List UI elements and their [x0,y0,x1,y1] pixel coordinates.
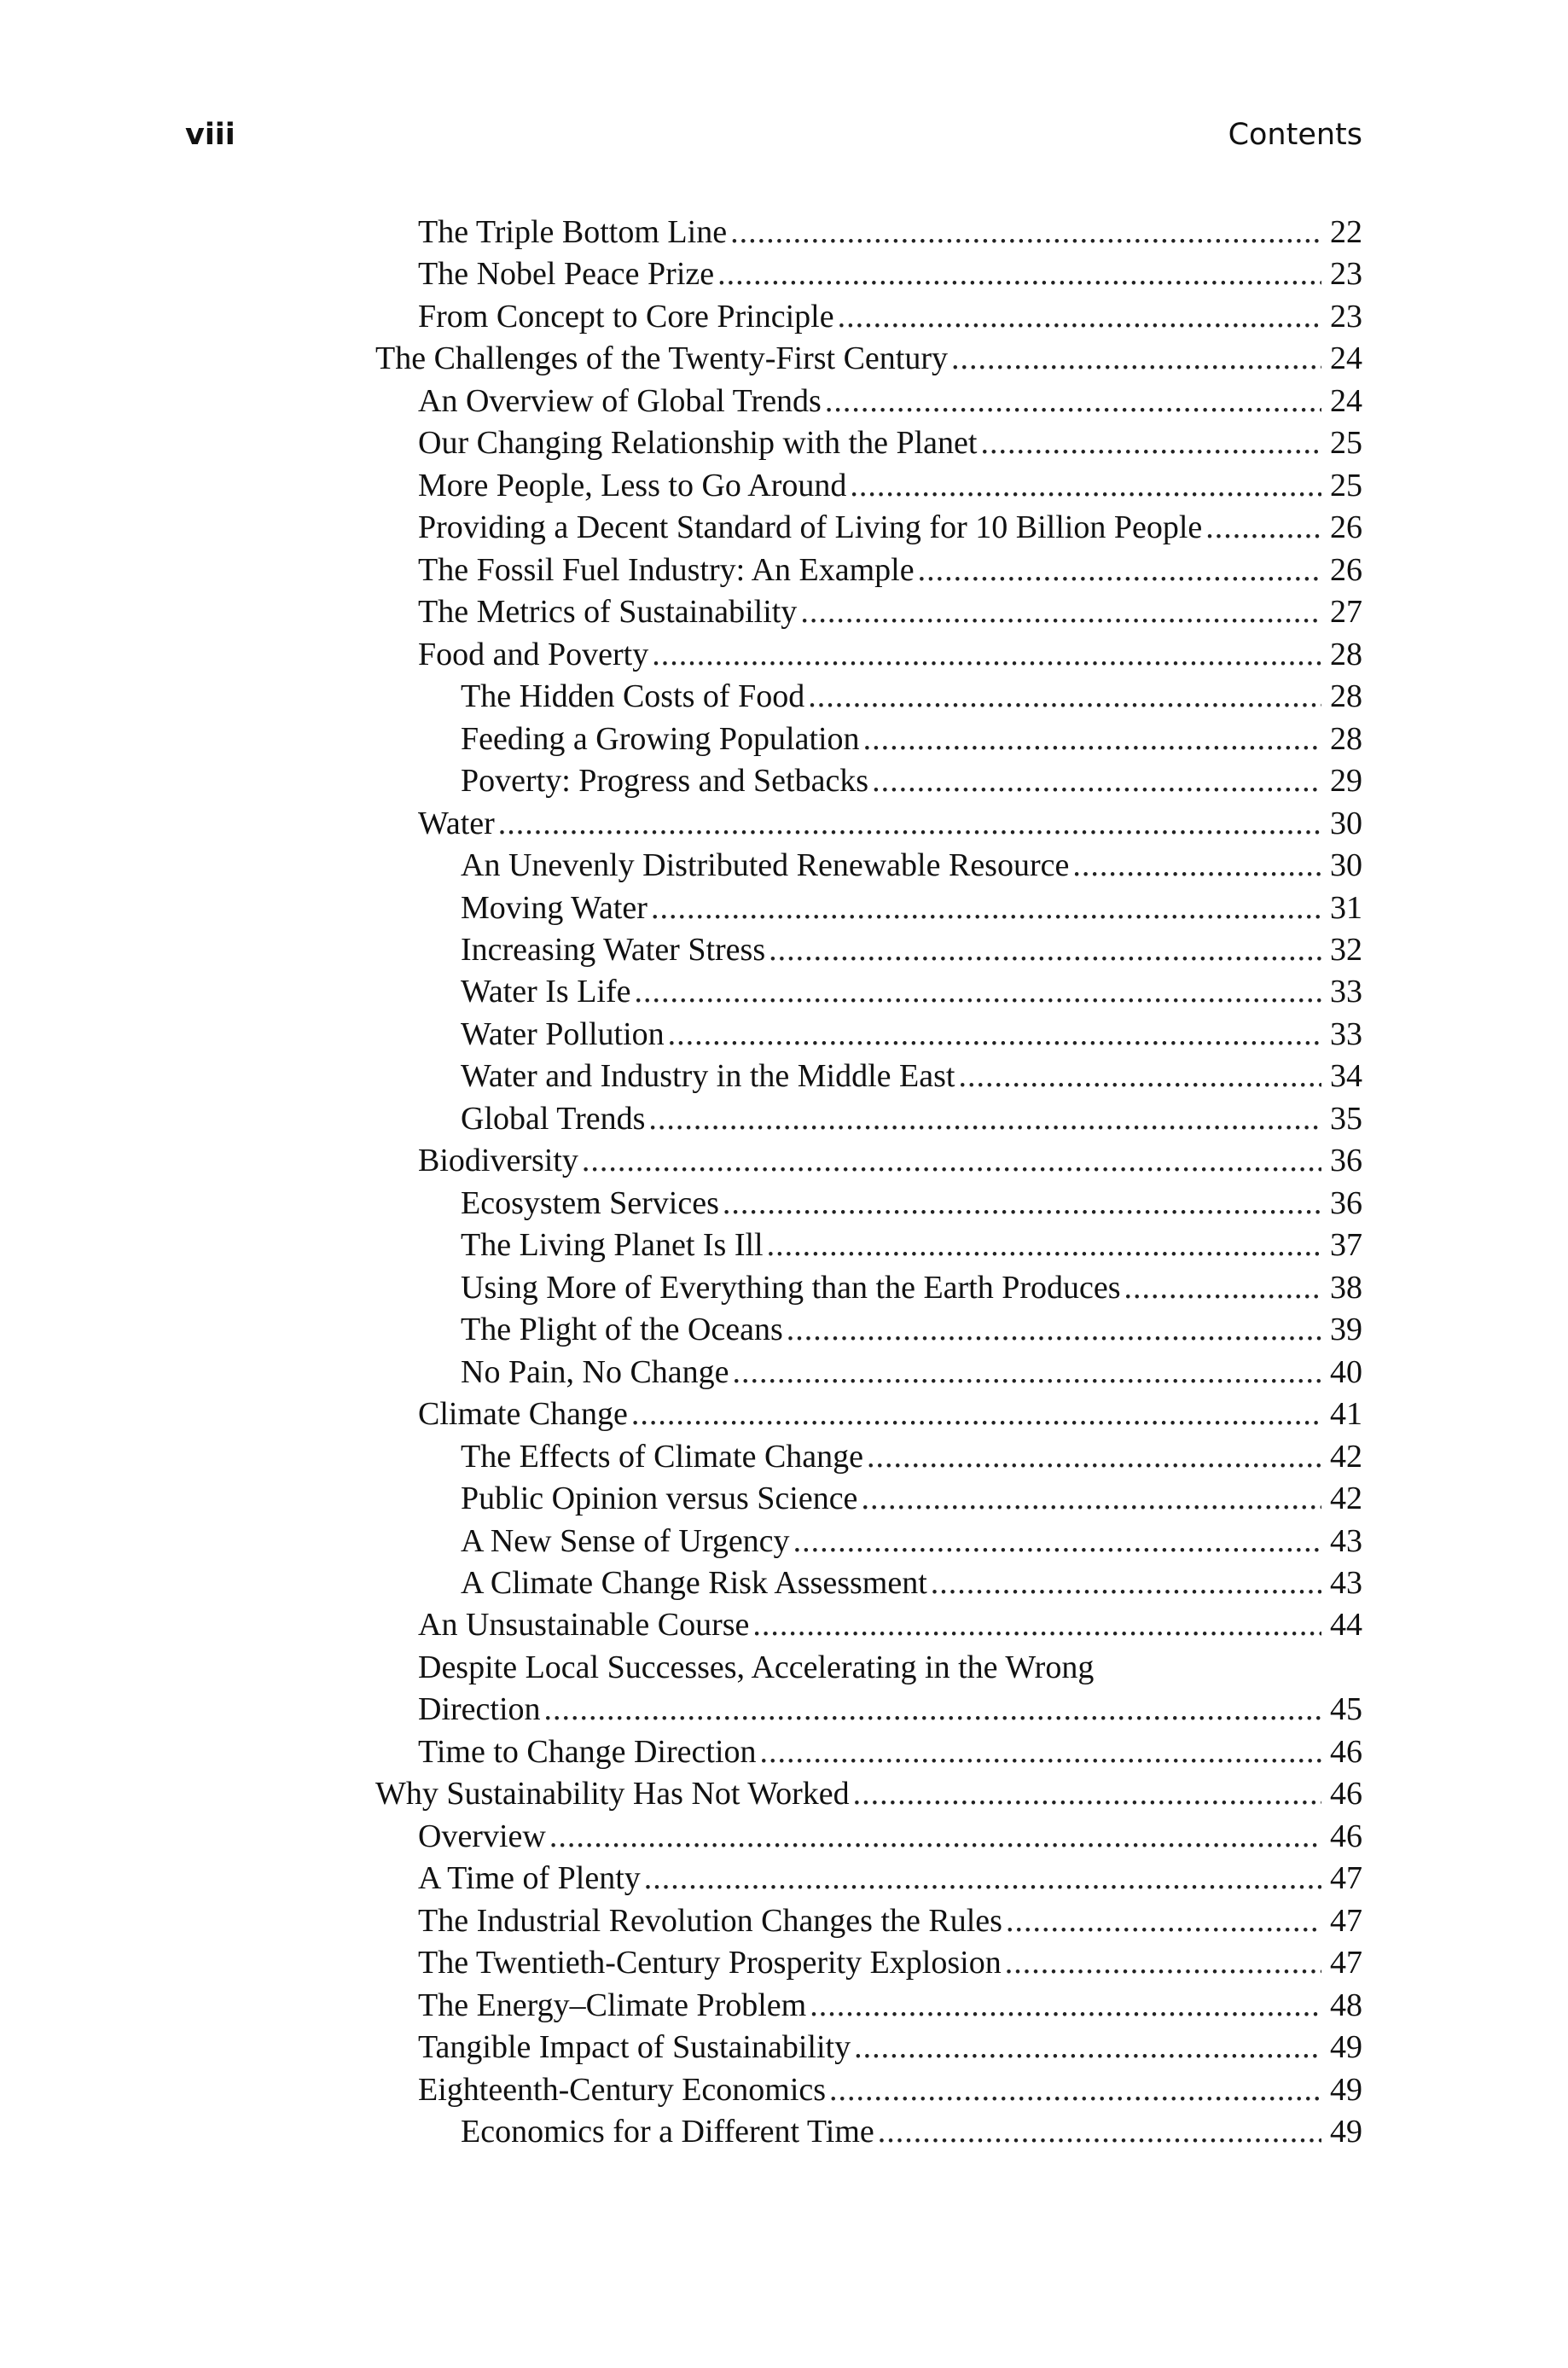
toc-entry [375,1689,1362,1731]
toc-entry-page: 36 [1330,1143,1362,1179]
toc-entry [375,422,1362,464]
toc-entry [375,296,1362,338]
dot-leader [958,1056,1321,1097]
toc-entry [375,1098,1362,1140]
toc-entry-page: 22 [1330,214,1362,250]
toc-entry-page: 35 [1330,1100,1362,1137]
toc-entry-title: Water Pollution [461,1015,665,1052]
dot-leader [651,887,1321,929]
toc-entry-title: Using More of Everything than the Earth Produces [461,1269,1121,1306]
dot-leader [769,929,1321,971]
toc-entry [375,1900,1362,1942]
toc-entry-page: 47 [1330,1945,1362,1981]
toc-entry-title: More People, Less to Go Around [418,467,847,503]
toc-entry-page: 25 [1330,467,1362,503]
toc-entry-page: 46 [1330,1733,1362,1770]
toc-entry-title: Public Opinion versus Science [461,1481,858,1517]
dot-leader [544,1689,1321,1731]
toc-entry [375,1731,1362,1773]
dot-leader [951,338,1321,380]
toc-entry-title: Increasing Water Stress [461,931,766,968]
dot-leader [872,760,1321,802]
toc-entry-page: 33 [1330,974,1362,1010]
toc-entry-title: Ecosystem Services [461,1184,719,1221]
toc-entry-title: Overview [418,1818,546,1854]
toc-entry [375,1985,1362,2027]
dot-leader [918,550,1321,591]
toc-entry-title: An Unevenly Distributed Renewable Resource [461,847,1070,884]
toc-entry-page: 32 [1330,931,1362,968]
toc-entry-page: 42 [1330,1481,1362,1517]
toc-entry-page: 49 [1330,2071,1362,2108]
toc-entry-page: 46 [1330,1776,1362,1812]
toc-entry [375,634,1362,676]
toc-entry [375,1816,1362,1858]
toc-entry-title: The Twentieth-Century Prosperity Explosion [418,1945,1002,1981]
toc-entry-page: 30 [1330,805,1362,841]
table-of-contents [375,212,1362,2154]
toc-entry [375,845,1362,887]
toc-entry-page: 45 [1330,1691,1362,1728]
toc-entry-title: Tangible Impact of Sustainability [418,2029,851,2066]
toc-entry-page: 40 [1330,1353,1362,1390]
toc-entry-page: 29 [1330,763,1362,800]
toc-entry-title: The Hidden Costs of Food [461,678,805,715]
toc-entry-page: 23 [1330,298,1362,335]
toc-entry-title: Global Trends [461,1100,646,1137]
toc-entry-title: The Fossil Fuel Industry: An Example [418,551,915,588]
toc-entry-page: 36 [1330,1184,1362,1221]
dot-leader [644,1858,1321,1900]
toc-entry-page: 26 [1330,509,1362,546]
toc-entry [375,1562,1362,1604]
dot-leader [723,1183,1321,1225]
toc-entry-title: The Triple Bottom Line [418,214,728,250]
dot-leader [853,1773,1321,1815]
toc-entry [375,1267,1362,1309]
toc-entry [375,591,1362,633]
dot-leader [549,1816,1321,1858]
toc-entry-title: The Energy–Climate Problem [418,1987,807,2023]
toc-entry-title: An Unsustainable Course [418,1607,750,1644]
dot-leader [838,296,1321,338]
toc-entry [375,381,1362,422]
toc-entry-page: 28 [1330,678,1362,715]
toc-entry-page: 44 [1330,1607,1362,1644]
toc-entry-page: 26 [1330,551,1362,588]
toc-entry-title: The Plight of the Oceans [461,1312,783,1348]
toc-entry [375,971,1362,1013]
toc-entry-title: Economics for a Different Time [461,2114,874,2150]
toc-entry [375,1140,1362,1182]
toc-entry-title: The Effects of Climate Change [461,1438,864,1475]
dot-leader [863,719,1321,760]
dot-leader [635,971,1322,1013]
toc-entry [375,1309,1362,1351]
toc-entry-page: 37 [1330,1227,1362,1264]
toc-entry-page: 47 [1330,1902,1362,1939]
running-head [185,118,1362,169]
toc-entry [375,803,1362,845]
toc-entry [375,1014,1362,1056]
dot-leader [760,1731,1322,1773]
toc-entry-page: 49 [1330,2029,1362,2066]
toc-entry-title: A New Sense of Urgency [461,1522,790,1559]
running-title: Contents [1228,118,1362,152]
toc-entry-page: 43 [1330,1522,1362,1559]
dot-leader [1205,507,1321,549]
toc-entry [375,1858,1362,1900]
toc-entry-title: Eighteenth-Century Economics [418,2071,827,2108]
dot-leader [810,1985,1321,2027]
dot-leader [631,1393,1321,1435]
toc-entry-title: The Industrial Revolution Changes the Rules [418,1902,1002,1939]
toc-entry-page: 46 [1330,1818,1362,1854]
dot-leader [730,212,1321,253]
toc-entry [375,719,1362,760]
dot-leader [733,1352,1321,1393]
toc-entry-title: Feeding a Growing Population [461,720,860,757]
dot-leader [668,1014,1321,1056]
dot-leader [800,591,1321,633]
toc-entry [375,887,1362,929]
toc-entry-page: 28 [1330,720,1362,757]
toc-entry [375,2027,1362,2068]
toc-entry [375,507,1362,549]
dot-leader [787,1309,1321,1351]
toc-entry-page: 34 [1330,1058,1362,1095]
dot-leader [652,634,1321,676]
toc-entry-page: 24 [1330,382,1362,419]
page-number: viii [185,118,235,152]
toc-entry-page: 31 [1330,889,1362,926]
toc-entry-title: The Nobel Peace Prize [418,256,715,293]
toc-entry-title: Water [418,805,495,841]
toc-entry [375,2111,1362,2153]
toc-entry-title: An Overview of Global Trends [418,382,822,419]
dot-leader [861,1478,1321,1520]
toc-entry [375,1478,1362,1520]
toc-entry-page: 38 [1330,1269,1362,1306]
dot-leader [717,253,1321,295]
toc-entry-title: The Challenges of the Twenty-First Century [375,340,949,377]
toc-entry-page: 24 [1330,340,1362,377]
toc-entry-title: The Metrics of Sustainability [418,594,798,631]
toc-entry-page: 39 [1330,1312,1362,1348]
dot-leader [825,381,1321,422]
toc-entry [375,2069,1362,2111]
toc-entry [375,338,1362,380]
toc-entry [375,1521,1362,1562]
toc-entry-page: 30 [1330,847,1362,884]
toc-entry-page: 25 [1330,425,1362,462]
dot-leader [854,2027,1321,2068]
toc-entry-title: Moving Water [461,889,648,926]
toc-entry-page: 42 [1330,1438,1362,1475]
dot-leader [1124,1267,1321,1309]
toc-entry-title: Why Sustainability Has Not Worked [375,1776,850,1812]
toc-entry-title: Poverty: Progress and Setbacks [461,763,869,800]
toc-entry-title: Food and Poverty [418,636,649,672]
toc-entry-title: From Concept to Core Principle [418,298,834,335]
toc-entry-title: Our Changing Relationship with the Planet [418,425,978,462]
dot-leader [867,1436,1321,1478]
toc-entry-page: 23 [1330,256,1362,293]
toc-entry-title-continuation: Direction [418,1691,541,1728]
toc-entry-page: 48 [1330,1987,1362,2023]
toc-entry [375,1352,1362,1393]
toc-entry [375,676,1362,718]
toc-entry [375,1393,1362,1435]
toc-entry-title: Water and Industry in the Middle East [461,1058,955,1095]
toc-entry [375,760,1362,802]
toc-entry [375,1056,1362,1097]
dot-leader [582,1140,1321,1182]
toc-entry-page: 27 [1330,594,1362,631]
dot-leader [1006,1900,1321,1942]
toc-entry-title: A Climate Change Risk Assessment [461,1565,927,1601]
dot-leader [850,465,1321,507]
toc-entry [375,1183,1362,1225]
toc-entry-title: Despite Local Successes, Accelerating in the Wrong [418,1649,1095,1685]
toc-entry [375,1773,1362,1815]
dot-leader [1072,845,1321,887]
toc-entry [375,1942,1362,1984]
toc-entry [375,1225,1362,1266]
dot-leader [931,1562,1321,1604]
toc-entry [375,550,1362,591]
dot-leader [1005,1942,1321,1984]
dot-leader [498,803,1321,845]
toc-entry-page: 33 [1330,1015,1362,1052]
dot-leader [878,2111,1321,2153]
toc-entry-title: A Time of Plenty [418,1860,641,1897]
toc-entry-title: No Pain, No Change [461,1353,729,1390]
toc-entry-page: 49 [1330,2114,1362,2150]
dot-leader [829,2069,1321,2111]
toc-entry-page: 43 [1330,1565,1362,1601]
toc-entry [375,465,1362,507]
toc-entry-title: Climate Change [418,1396,628,1433]
dot-leader [767,1225,1321,1266]
dot-leader [648,1098,1321,1140]
dot-leader [808,676,1321,718]
toc-entry-title: The Living Planet Is Ill [461,1227,764,1264]
toc-entry [375,253,1362,295]
toc-entry-title: Biodiversity [418,1143,578,1179]
toc-entry-page: 47 [1330,1860,1362,1897]
toc-entry [375,1436,1362,1478]
toc-entry-page: 41 [1330,1396,1362,1433]
toc-entry-title: Water Is Life [461,974,631,1010]
toc-entry [375,929,1362,971]
dot-leader [793,1521,1321,1562]
toc-entry-page: 28 [1330,636,1362,672]
toc-entry-title: Time to Change Direction [418,1733,757,1770]
toc-entry [375,1604,1362,1646]
dot-leader [980,422,1321,464]
toc-entry-title: Providing a Decent Standard of Living for 10 Billion People [418,509,1203,546]
toc-entry [375,212,1362,253]
dot-leader [752,1604,1321,1646]
